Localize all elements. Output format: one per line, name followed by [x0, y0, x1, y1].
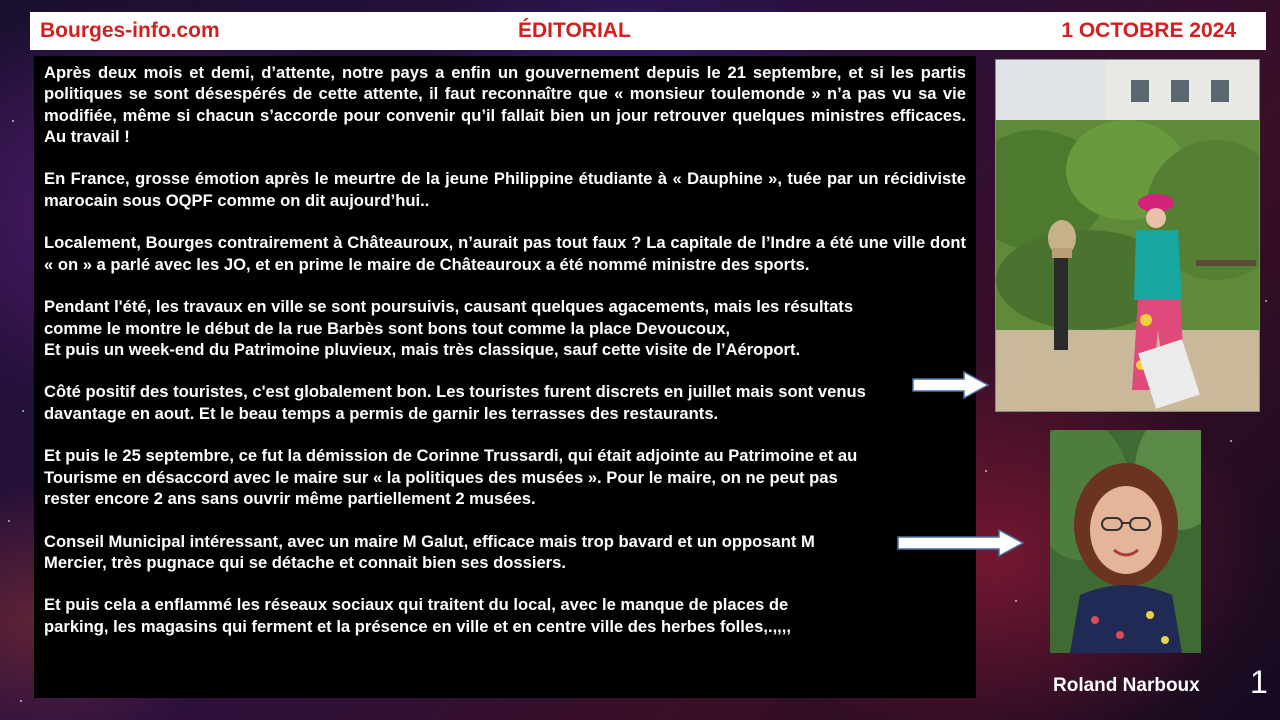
paragraph-travaux — [44, 296, 966, 360]
paragraph-touristes — [44, 381, 966, 424]
paragraph-localement: Localement, Bourges contrairement à Châteauroux, n’aurait pas tout faux ? La capitale de l’Indre a été une ville dont « on » a parlé avec les JO, et en prime le maire de Châteauroux a été nommé ministre des sports. — [44, 233, 966, 274]
publication-date: 1 OCTOBRE 2024 — [1061, 19, 1236, 42]
text-line: comme le montre le début de la rue Barbès sont bons tout comme la place Devoucoux, — [44, 318, 731, 338]
paragraph-reseaux — [44, 594, 966, 637]
arrow-right-icon — [912, 371, 990, 399]
text-line: Pendant l'été, les travaux en ville se sont poursuivis, causant quelques agacements, mais les résultats — [44, 297, 854, 317]
text-line: Conseil Municipal intéressant, avec un maire M Galut, efficace mais trop bavard et un opposant M — [44, 531, 815, 551]
paragraph-conseil — [44, 531, 966, 574]
paragraph-france: En France, grosse émotion après le meurtre de la jeune Philippine étudiante à « Dauphine », tuée par un récidiviste marocain sous OQPF comme on dit aujourd’hui.. — [44, 169, 966, 210]
text-line: Mercier, très pugnace qui se détache et connait bien ses dossiers. — [44, 552, 566, 572]
portrait-photo — [1050, 430, 1201, 653]
editorial-title: ÉDITORIAL — [518, 19, 631, 42]
text-line: Côté positif des touristes, c'est globalement bon. Les touristes furent discrets en juillet mais sont venus — [44, 382, 866, 402]
text-line: parking, les magasins qui ferment et la présence en ville et en centre ville des herbes folles,.,,,, — [44, 616, 792, 636]
header-bar — [30, 12, 1266, 50]
text-line: Et puis le 25 septembre, ce fut la démission de Corinne Trussardi, qui était adjointe au Patrimoine et au — [44, 446, 858, 466]
page-number: 1 — [1250, 664, 1268, 700]
text-line: rester encore 2 ans sans ouvrir même partiellement 2 musées. — [44, 488, 536, 508]
text-line: Et puis un week-end du Patrimoine pluvieux, mais très classique, sauf cette visite de l’Aéroport. — [44, 339, 801, 359]
site-name[interactable]: Bourges-info.com — [40, 19, 220, 42]
text-line: davantage en aout. Et le beau temps a permis de garnir les terrasses des restaurants. — [44, 403, 719, 423]
arrow-right-icon — [897, 529, 1025, 557]
garden-visit-photo — [995, 59, 1260, 412]
editorial-text-panel — [34, 56, 976, 698]
paragraph-demission — [44, 445, 966, 509]
text-line: Tourisme en désaccord avec le maire sur « la politiques des musées ». Pour le maire, on ne peut pas — [44, 467, 838, 487]
text-line: Et puis cela a enflammé les réseaux sociaux qui traitent du local, avec le manque de places de — [44, 595, 789, 615]
author-name: Roland Narboux — [1053, 675, 1200, 696]
paragraph-gouvernement: Après deux mois et demi, d’attente, notre pays a enfin un gouvernement depuis le 21 septembre, et si les partis politiques se sont désespérés de cette attente, il faut reconnaître que « monsieur toulemonde » n’a pas vu sa vie modifiée, même si chacun s’accorde pour convenir qu’il fallait bien un jour retrouver quelques ministres efficaces. Au travail ! — [44, 63, 966, 146]
